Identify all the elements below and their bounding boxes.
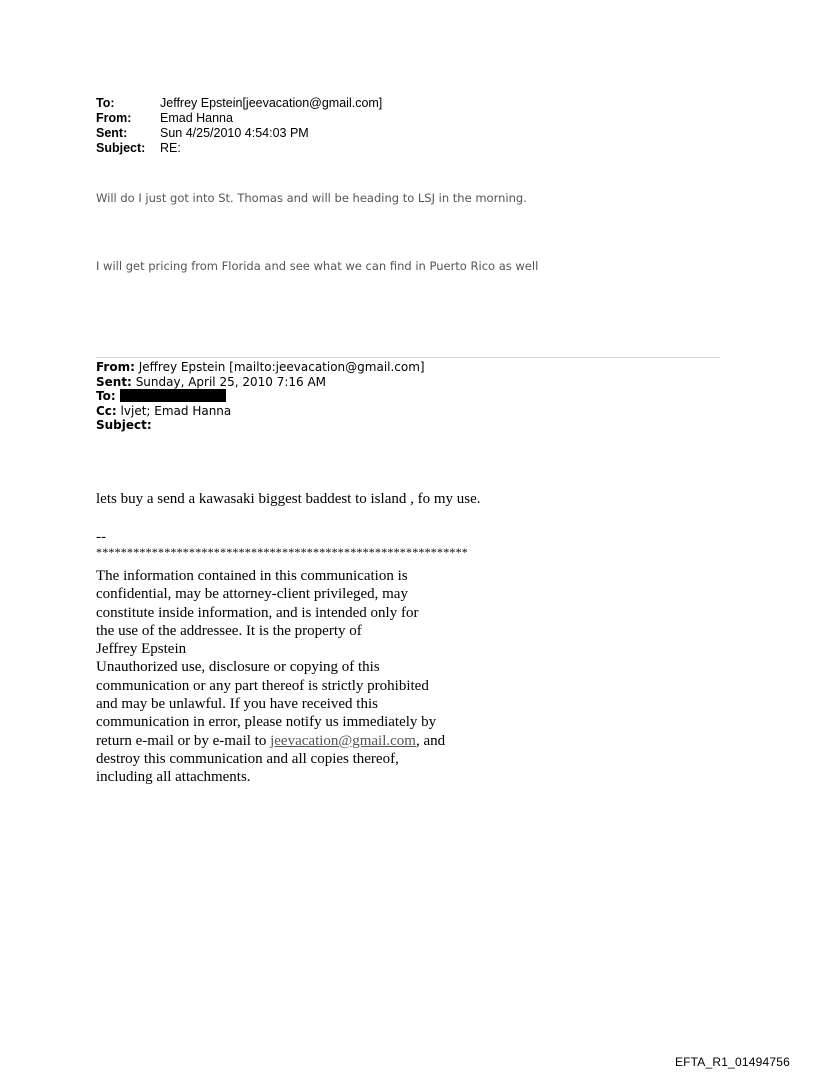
quoted-to-row — [96, 389, 425, 404]
stars-line: ************************************************************ — [96, 545, 468, 559]
sent-value: Sun 4/25/2010 4:54:03 PM — [160, 126, 309, 140]
from-value: Emad Hanna — [160, 111, 233, 125]
disclaimer-line: including all attachments. — [96, 769, 251, 786]
redaction-box — [120, 389, 226, 402]
quoted-sent-value: Sunday, April 25, 2010 7:16 AM — [135, 374, 327, 389]
disclaimer-line — [96, 732, 445, 750]
email-header — [96, 96, 382, 156]
disclaimer-line: the use of the addressee. It is the property of — [96, 622, 362, 639]
divider — [96, 357, 720, 358]
disclaimer-line: and may be unlawful. If you have received this — [96, 696, 378, 713]
quoted-sent-label: Sent: — [96, 374, 132, 389]
quoted-cc-value: lvjet; Emad Hanna — [120, 403, 232, 418]
quoted-cc-label: Cc: — [96, 403, 117, 418]
from-label: From: — [96, 111, 132, 125]
quoted-subject-label: Subject: — [96, 418, 152, 432]
subject-value: RE: — [160, 141, 181, 155]
disclaimer — [96, 567, 445, 787]
quoted-subject-row — [96, 418, 425, 433]
disclaimer-line: Unauthorized use, disclosure or copying of this — [96, 659, 380, 676]
quoted-to-label: To: — [96, 389, 116, 403]
disclaimer-line: The information contained in this communication is — [96, 568, 408, 584]
from-row — [96, 111, 382, 126]
disclaimer-line: Jeffrey Epstein — [96, 641, 187, 658]
document-id: EFTA_R1_01494756 — [674, 1055, 790, 1069]
quoted-from-label: From: — [96, 360, 135, 374]
disclaimer-line: communication in error, please notify us immediately by — [96, 714, 437, 731]
quoted-header — [96, 360, 425, 433]
to-label: To: — [96, 96, 115, 110]
reply-line-2: I will get pricing from Florida and see what we can find in Puerto Rico as well — [96, 259, 539, 273]
sent-label: Sent: — [96, 126, 128, 140]
disclaimer-text: return e-mail or by e-mail to — [96, 732, 271, 749]
disclaimer-line: confidential, may be attorney-client privileged, may — [96, 586, 408, 603]
quoted-sent-row — [96, 375, 425, 390]
email-link[interactable]: jeevacation@gmail.com — [270, 732, 416, 749]
to-value: Jeffrey Epstein[jeevacation@gmail.com] — [160, 96, 383, 110]
quoted-cc-row — [96, 404, 425, 419]
disclaimer-line: constitute inside information, and is intended only for — [96, 604, 419, 621]
to-row — [96, 96, 382, 111]
signature-dash: -- — [96, 529, 106, 545]
subject-label: Subject: — [96, 141, 146, 155]
reply-line-1: Will do I just got into St. Thomas and will be heading to LSJ in the morning. — [96, 191, 527, 205]
quoted-message: lets buy a send a kawasaki biggest baddest to island , fo my use. — [96, 491, 481, 507]
disclaimer-line: destroy this communication and all copies thereof, — [96, 750, 399, 767]
subject-row — [96, 141, 382, 156]
disclaimer-line: communication or any part thereof is strictly prohibited — [96, 677, 429, 694]
disclaimer-text: , and — [415, 732, 446, 749]
sent-row — [96, 126, 382, 141]
quoted-from-row — [96, 360, 425, 375]
quoted-from-value: Jeffrey Epstein [mailto:jeevacation@gmail.com] — [138, 360, 425, 374]
